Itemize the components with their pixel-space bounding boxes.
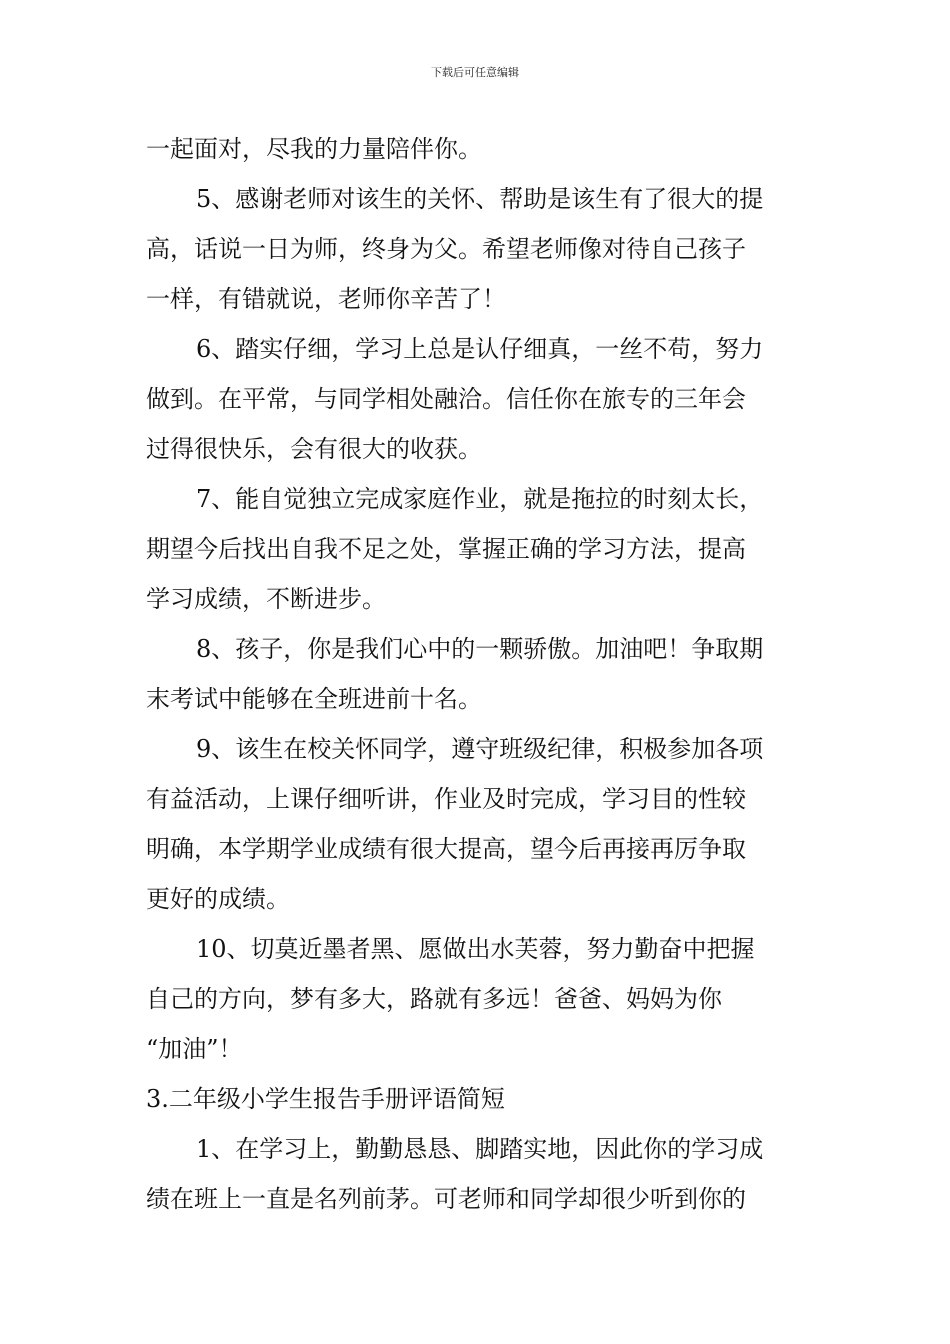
- text-line: 5、感谢老师对该生的关怀、帮助是该生有了很大的提: [196, 185, 764, 213]
- text-line: 一起面对，尽我的力量陪伴你。: [146, 135, 482, 163]
- text-line: 做到。在平常，与同学相处融洽。信任你在旅专的三年会: [146, 385, 746, 413]
- text-line: 一样，有错就说，老师你辛苦了！: [146, 285, 506, 313]
- text-line: “加油”！: [146, 1035, 243, 1063]
- text-line: 8、孩子，你是我们心中的一颗骄傲。加油吧！争取期: [196, 635, 764, 663]
- text-line: 期望今后找出自我不足之处，掌握正确的学习方法，提高: [146, 535, 746, 563]
- text-line: 有益活动，上课仔细听讲，作业及时完成，学习目的性较: [146, 785, 746, 813]
- text-line: 末考试中能够在全班进前十名。: [146, 685, 482, 713]
- text-line: 7、能自觉独立完成家庭作业，就是拖拉的时刻太长，: [196, 485, 764, 513]
- text-line: 自己的方向，梦有多大，路就有多远！爸爸、妈妈为你: [146, 985, 722, 1013]
- text-line: 明确，本学期学业成绩有很大提高，望今后再接再厉争取: [146, 835, 746, 863]
- text-line: 学习成绩，不断进步。: [146, 585, 386, 613]
- text-line: 绩在班上一直是名列前茅。可老师和同学却很少听到你的: [146, 1185, 746, 1213]
- section-heading: 3.二年级小学生报告手册评语简短: [146, 1085, 505, 1113]
- document-body: [146, 124, 810, 1224]
- text-line: 更好的成绩。: [146, 885, 290, 913]
- text-line: 1、在学习上，勤勤恳恳、脚踏实地，因此你的学习成: [196, 1135, 764, 1163]
- text-line: 10、切莫近墨者黑、愿做出水芙蓉，努力勤奋中把握: [196, 935, 755, 963]
- text-line: 6、踏实仔细，学习上总是认仔细真，一丝不苟，努力: [196, 335, 764, 363]
- text-line: 高，话说一日为师，终身为父。希望老师像对待自己孩子: [146, 235, 746, 263]
- text-line: 过得很快乐，会有很大的收获。: [146, 435, 482, 463]
- page-header-note: 下载后可任意编辑: [431, 66, 519, 79]
- text-line: 9、该生在校关怀同学，遵守班级纪律，积极参加各项: [196, 735, 764, 763]
